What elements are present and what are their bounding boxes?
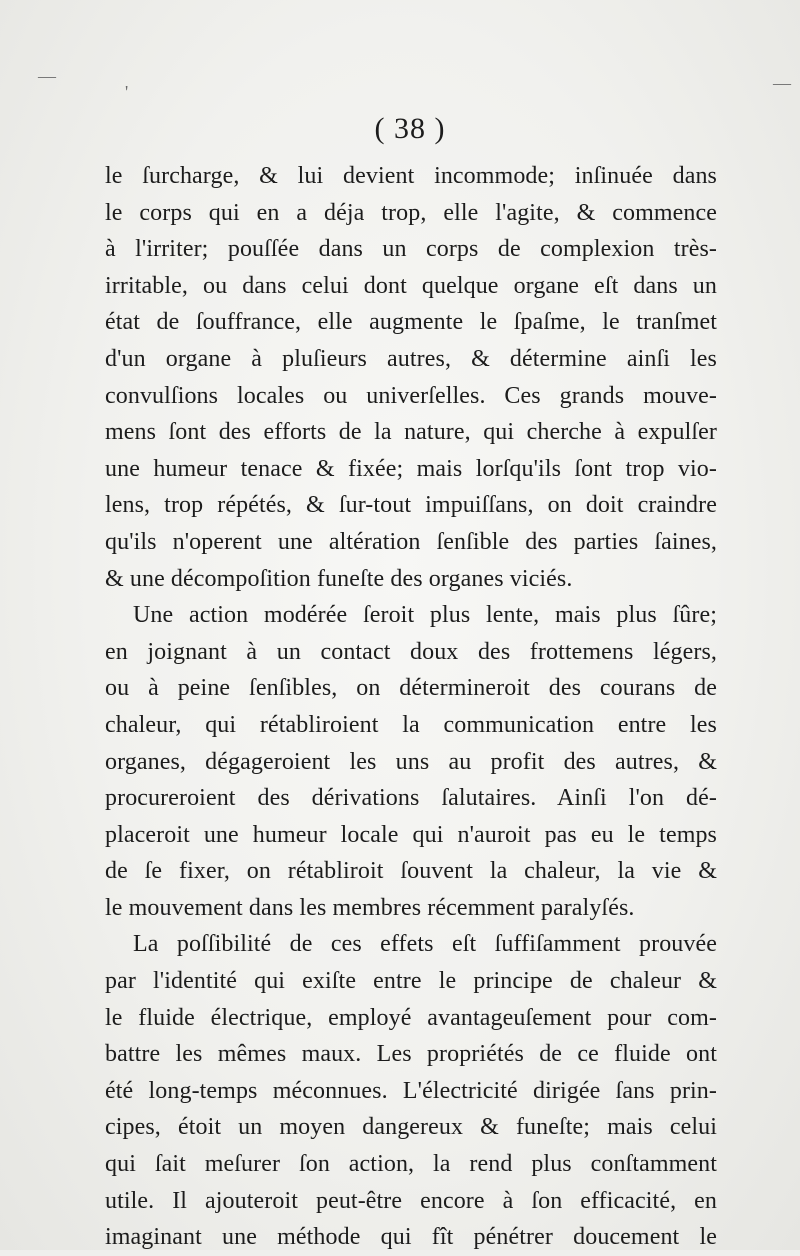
text-line: La poſſibilité de ces effets eſt ſuffiſamment prouvée [133,931,717,958]
text-line: une humeur tenace & fixée; mais lorſqu'ils ſont trop vio- [105,455,717,482]
text-line: lens, trop répétés, & ſur-tout impuiſſans, on doit craindre [105,492,717,519]
text-line: le mouvement dans les membres récemment paralyſés. [105,894,635,921]
margin-mark-top: ' [125,82,129,102]
text-line: placeroit une humeur locale qui n'auroit pas eu le temps [105,821,717,848]
text-line: utile. Il ajouteroit peut-être encore à ſon efficacité, en [105,1187,717,1214]
text-line: d'un organe à pluſieurs autres, & détermine ainſi les [105,345,717,372]
text-line: qui ſait meſurer ſon action, la rend plus conſtamment [105,1151,717,1178]
text-line: imaginant une méthode qui fît pénétrer doucement le [105,1224,717,1251]
text-line: ou à peine ſenſibles, on détermineroit des courans de [105,675,717,702]
text-line: en joignant à un contact doux des frottemens légers, [105,638,717,665]
margin-dash-left: — [38,66,56,86]
text-line: de ſe fixer, on rétabliroit ſouvent la chaleur, la vie & [105,858,717,885]
text-line: été long-temps méconnues. L'électricité dirigée ſans prin- [105,1077,717,1104]
margin-dash-right: — [773,73,791,93]
text-line: le corps qui en a déja trop, elle l'agite, & commence [105,199,717,226]
text-line: qu'ils n'operent une altération ſenſible des parties ſaines, [105,528,717,555]
text-line: convulſions locales ou univerſelles. Ces grands mouve- [105,382,717,409]
text-line: & une décompoſition funeſte des organes viciés. [105,565,573,592]
text-line: irritable, ou dans celui dont quelque organe eſt dans un [105,272,717,299]
text-line: état de ſouffrance, elle augmente le ſpaſme, le tranſmet [105,309,717,336]
text-line: organes, dégageroient les uns au profit des autres, & [105,748,717,775]
page-number: ( 38 ) [374,112,446,145]
text-line: mens ſont des efforts de la nature, qui cherche à expulſer [105,419,717,446]
text-line: procureroient des dérivations ſalutaires. Ainſi l'on dé- [105,785,717,812]
text-line: chaleur, qui rétabliroient la communication entre les [105,711,717,738]
text-line: cipes, étoit un moyen dangereux & funeſte; mais celui [105,1114,717,1141]
body-text [105,158,717,1256]
text-line: le fluide électrique, employé avantageuſement pour com- [105,1004,717,1031]
text-line: le ſurcharge, & lui devient incommode; inſinuée dans [105,163,717,189]
text-line: à l'irriter; pouſſée dans un corps de complexion très- [105,236,717,263]
text-line: battre les mêmes maux. Les propriétés de ce fluide ont [105,1041,717,1068]
text-line: Une action modérée ſeroit plus lente, mais plus ſûre; [133,602,717,629]
text-line: par l'identité qui exiſte entre le principe de chaleur & [105,968,717,995]
